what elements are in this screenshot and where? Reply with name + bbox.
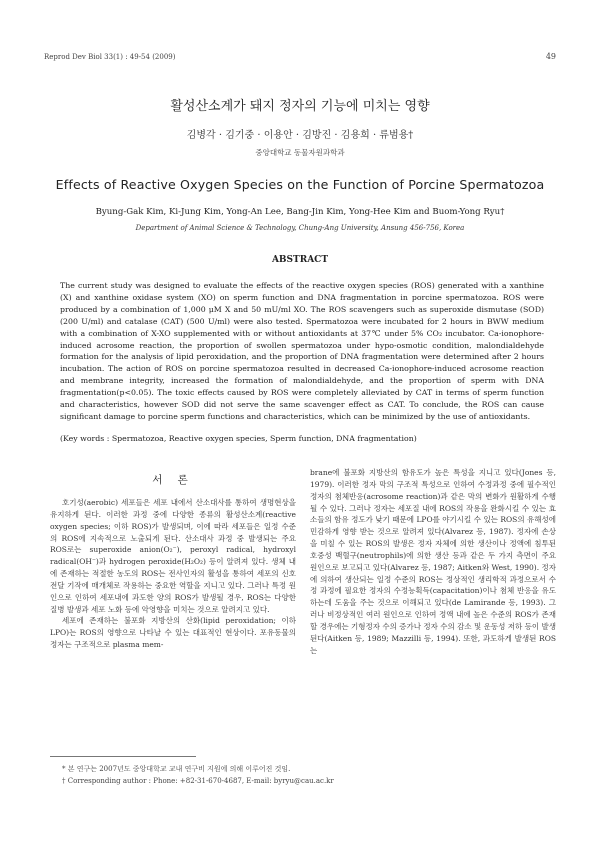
abstract-body: The current study was designed to evaluate the effects of the reactive oxygen species (ROS) generated with a xanthine (X) and xanthine oxidase system (XO) on sperm function and DNA fragmentation in porcine spermatozoa. ROS were produced by a combination of 1,000 μM X and 50 mU/ml XO. The ROS scavengers such as superoxide dismutase (SOD) (200 U/ml) and catalase (CAT) (500 U/ml) were also tested. Spermatozoa were incubated for 2 hours in BWW medium with a combination of X-XO supplemented with or without antioxidants at 37℃ under 5% CO₂ incubator. Ca-ionophore-induced acrosome reaction, the proportion of swollen spermatozoa under hypo-osmotic condition, malondialdehyde formation for the analysis of lipid peroxidation, and the proportion of DNA fragmentation were determined after 2 hours incubation. The action of ROS on porcine spermatozoa resulted in decreased Ca-ionophore-induced acrosome reaction and membrane integrity, increased the formation of malondialdehyde, and the proportion of sperm with DNA fragmentation(p<0.05). The toxic effects caused by ROS were completely alleviated by CAT in terms of sperm function and characteristics, however SOD did not serve the same scavenger effect as CAT. To conclude, the ROS can cause significant damage to porcine sperm functions and characteristics, which can be minimized by the use of antioxidants. <box>60 281 544 421</box>
abstract-heading: ABSTRACT <box>271 255 329 265</box>
intro-paragraph-continued: brane에 불포화 지방산의 함유도가 높은 특성을 지니고 있다(Jones 등, 1979). 이러한 정자 막의 구조적 특성으로 인하여 수정과정 중에 필수적인 정자의 첨체반응(acrosome reaction)과 같은 막의 변화가 원활하게 수행될 수 있다. 그러나 정자는 세포질 내에 ROS의 작용을 완화시킬 수 있는 효소들의 함유 정도가 낮기 때문에 LPO를 야기시킬 수 있는 ROS의 유해성에 민감하게 영향 받는 것으로 알려져 있다(Alvarez 등, 1987). 정자에 손상을 미칠 수 있는 ROS의 발생은 정자 자체에 의한 생산이나 정액에 침투된 호중성 백혈구(neutrophils)에 의한 생산 등과 같은 두 가지 측면이 주요 원인으로 보고되고 있다(Alvarez 등, 1987; Aitken와 West, 1990). 정자에 의하여 생산되는 일정 수준의 ROS는 정상적인 생리학적 과정으로서 수정 과정에 필요한 정자의 수정능획득(capacitation)이나 첨체 반응을 유도하는데 도움을 주는 것으로 이해되고 있다(de Lamirande 등, 1993). 그러나 비정상적인 여러 원인으로 인하여 정액 내에 높은 수준의 ROS가 존재할 경우에는 기형정자 수의 증가나 정자 수의 감소 및 운동성 저하 등이 발생된다(Aitken 등, 1989; Mazzilli 등, 1994). 또한, 과도하게 발생된 ROS는 <box>310 468 556 655</box>
corresponding-author-footnote: † Corresponding author : Phone: +82-31-670-4687, E-mail: byryu@cau.ac.kr <box>62 777 334 785</box>
intro-paragraph-1: 호기성(aerobic) 세포들은 세포 내에서 산소대사를 통하여 생명현상을 유지하게 된다. 이러한 과정 중에 다양한 종류의 활성산소계(reactive oxygen species; 이하 ROS)가 발생되며, 이에 따라 세포들은 일정 수준의 ROS에 지속적으로 노출되게 된다. 산소대사 과정 중 발생되는 주요 ROS로는 superoxide anion(O₂⁻), peroxyl radical, hydroxyl radical(OH⁻)과 hydrogen peroxide(H₂O₂) 등이 알려져 있다. 생체 내에 존재하는 적절한 농도의 ROS는 전사인자의 활성을 통하여 세포의 신호전달 기작에 매개체로 작용하는 중요한 역할을 지니고 있다. 그러나 특정 원인으로 인하여 세포내에 과도한 양의 ROS가 발생될 경우, ROS는 다양한 질병 발생과 세포 노화 등에 악영향을 미치는 것으로 알려지고 있다. <box>50 498 296 614</box>
funding-footnote: * 본 연구는 2007년도 중앙대학교 교내 연구비 지원에 의해 이루어진 것임. <box>62 765 291 773</box>
korean-authors: 김병각 · 김기중 · 이용안 · 김방진 · 김용희 · 류범용† <box>186 130 414 141</box>
right-column <box>310 467 556 657</box>
english-authors: Byung-Gak Kim, Ki-Jung Kim, Yong-An Lee, Bang-Jin Kim, Yong-Hee Kim and Buom-Yong Ryu† <box>95 207 505 217</box>
page-number: 49 <box>545 52 556 61</box>
intro-paragraph-2: 세포에 존재하는 불포화 지방산의 산화(lipid peroxidation; 이하 LPO)는 ROS의 영향으로 나타날 수 있는 대표적인 현상이다. 포유동물의 정자는 구조적으로 plasma mem- <box>50 616 296 650</box>
korean-affiliation: 중앙대학교 동물자원과학과 <box>255 148 345 157</box>
english-affiliation: Department of Animal Science & Technology, Chung-Ang University, Ansung 456-756, Korea <box>135 224 465 232</box>
keywords: (Key words : Spermatozoa, Reactive oxygen species, Sperm function, DNA fragmentation) <box>60 434 417 443</box>
korean-title: 활성산소계가 돼지 정자의 기능에 미치는 영향 <box>170 99 430 114</box>
running-header: Reprod Dev Biol 33(1) : 49-54 (2009) <box>44 53 176 61</box>
left-column <box>50 467 296 651</box>
section-heading-introduction: 서 론 <box>152 474 194 486</box>
english-title: Effects of Reactive Oxygen Species on the Function of Porcine Spermatozoa <box>55 177 545 192</box>
footnote-divider <box>50 756 196 757</box>
